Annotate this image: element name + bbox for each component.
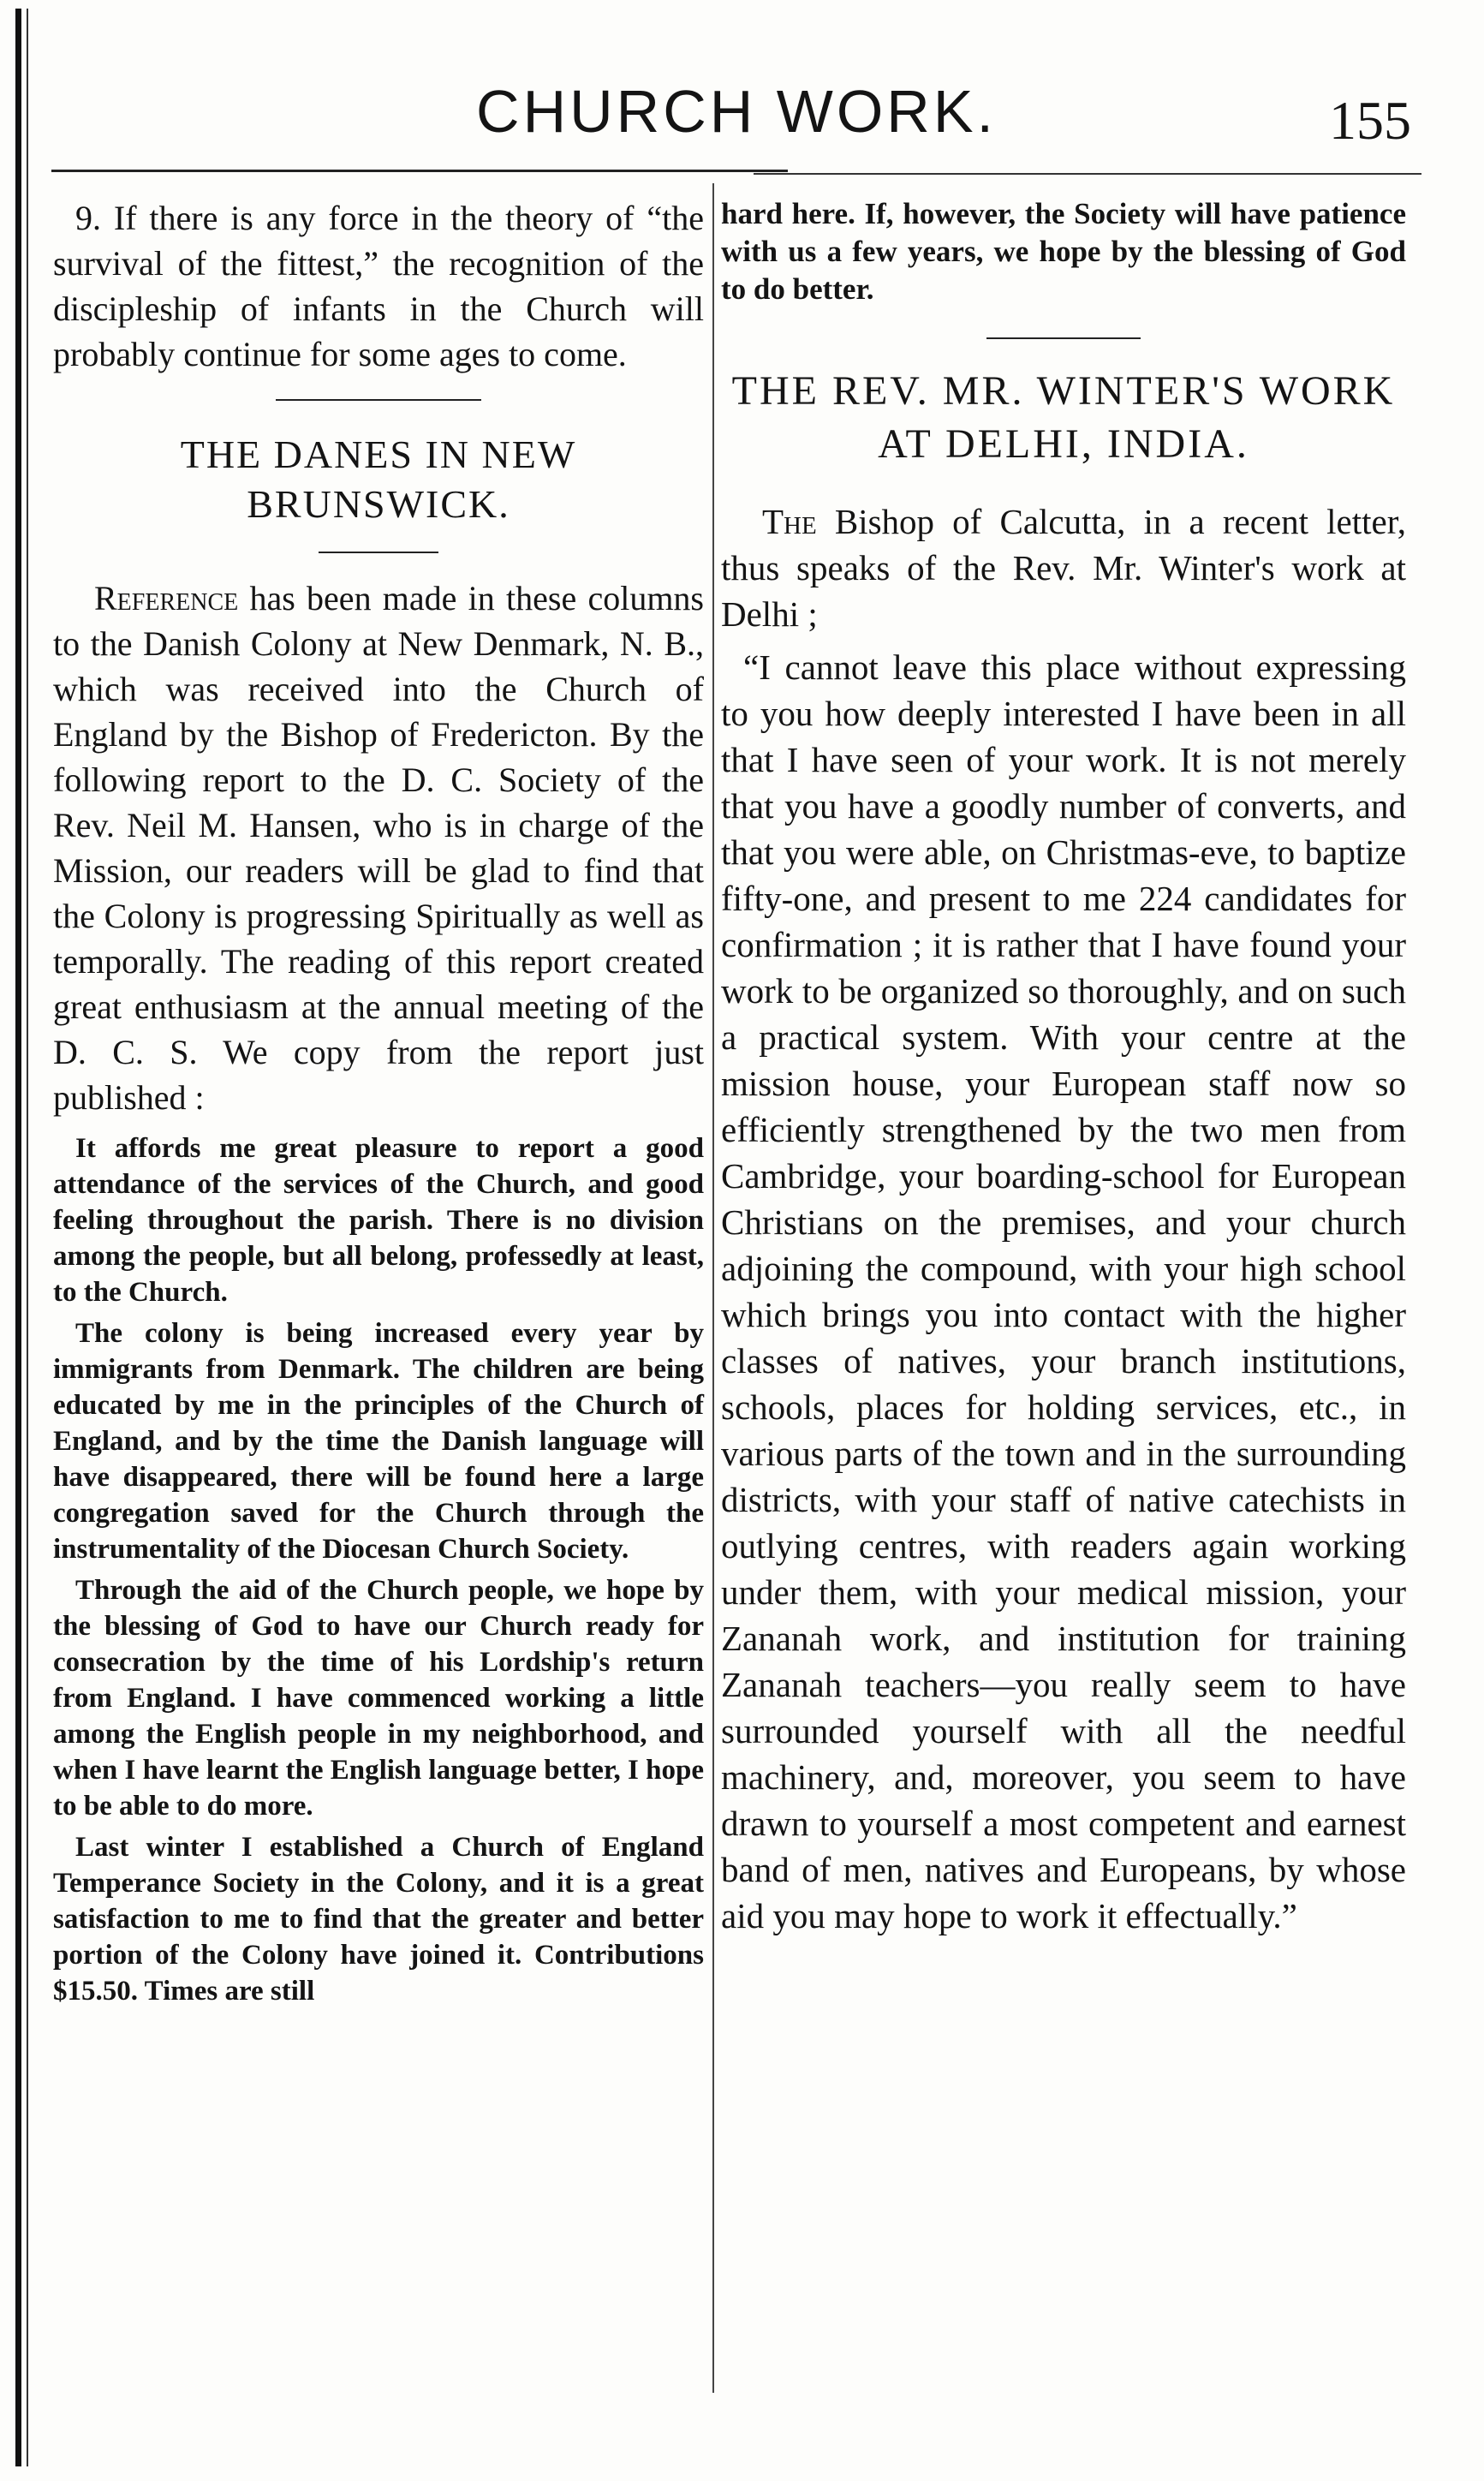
bishop-quote-paragraph: “I cannot leave this place without expressing to you how deeply interested I have been in all that I have seen of your work. It is not merely that you have a goodly number of converts, and that you were able, on Christmas-eve, to baptize fifty-one, and present to me 224 candidates for confirmation ; it is rather that I have found your work to be organized so thoroughly, and on such a practical system. With your centre at the mission house, your European staff now so efficiently strengthened by the two men from Cambridge, your boarding-school for European Christians on the premises, and your church adjoining the compound, with your high school which brings you into contact with the higher classes of natives, your branch institutions, schools, places for holding services, etc., in various parts of the town and in the surrounding districts, with your staff of native catechists in outlying centres, with readers again working under them, with your medical mission, your Zananah work, and institution for training Zananah teachers—you really seem to have surrounded yourself with all the needful machinery, and, moreover, you seem to have drawn to yourself a most competent and earnest band of men, natives and Europeans, by whose aid you may hope to work it effectually.” [721,647,1406,1935]
page-number: 155 [1329,90,1411,151]
item-9-paragraph: 9. If there is any force in the theory of “the survival of the fittest,” the recognition of the discipleship of infants in the Church will probably continue for some ages to come. [53,199,704,373]
winter-intro-paragraph [721,498,1406,637]
right-column [721,195,1406,1939]
page-header [51,78,1421,167]
winter-intro-text: Bishop of Calcutta, in a recent letter, thus speaks of the Rev. Mr. Winter's work at Delhi ; [721,502,1406,634]
drop-word: Reference [94,579,239,617]
section-separator [276,399,481,401]
article-title-winter: THE REV. MR. WINTER'S WORK AT DELHI, INDIA. [731,368,1396,467]
report-paragraph-2: The colony is being increased every year by immigrants from Denmark. The children are being educated by me in the principles of the Church of England, and by the time the Danish language will have disappeared, there will be found here a large congregation saved for the Church through the instrumentality of the Diocesan Church Society. [53,1318,704,1565]
danes-intro-paragraph [53,576,704,1120]
header-rule [51,170,788,172]
section-separator-right [986,337,1141,339]
report-paragraph-1: It affords me great pleasure to report a good attendance of the services of the Church, and good feeling throughout the parish. There is no division among the people, but all belong, professedly at least, to the Church. [53,1133,704,1308]
title-separator [319,552,438,553]
binding-edge-rule [15,9,21,2466]
drop-word: The [762,502,817,541]
header-rule-right [754,173,1421,175]
continuation-paragraph: hard here. If, however, the Society will have patience with us a few years, we hope by the blessing of God to do better. [721,197,1406,306]
report-paragraph-3: Through the aid of the Church people, we hope by the blessing of God to have our Church ready for consecration by the time of his Lordship's return from England. I have commenced working a little among the English people in my neighborhood, and when I have learnt the English language better, I hope to be able to do more. [53,1575,704,1822]
running-title: CHURCH WORK. [476,78,997,145]
winter-title-block [721,365,1406,471]
left-column [53,195,704,2014]
danes-intro-text: has been made in these columns to the Danish Colony at New Denmark, N. B., which was received into the Church of England by the Bishop of Fredericton. By the following report to the D. C. Society of the Rev. Neil M. Hansen, who is in charge of the Mission, our readers will be glad to find that the Colony is progressing Spiritually as well as temporally. The reading of this report created great enthusiasm at the annual meeting of the D. C. S. We copy from the report just published : [53,579,704,1117]
binding-edge-rule-thin [27,9,28,2466]
report-paragraph-4: Last winter I established a Church of England Temperance Society in the Colony, and it is a great satisfaction to me to find that the greater and better portion of the Colony have joined it. Contributions $15.50. Times are still [53,1832,704,2007]
article-title-danes: THE DANES IN NEW BRUNSWICK. [180,432,577,526]
hansen-report [53,1130,704,2009]
column-divider [712,183,714,2393]
